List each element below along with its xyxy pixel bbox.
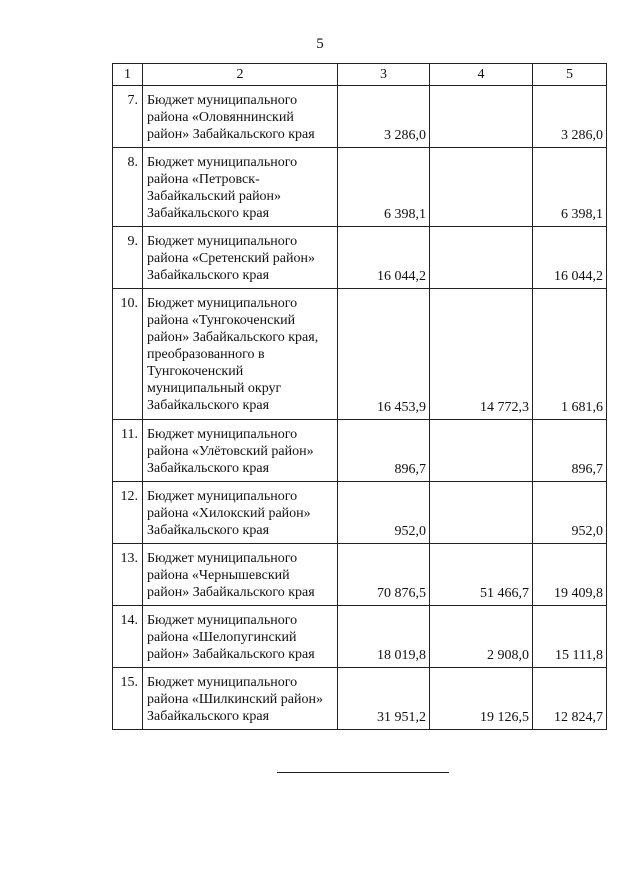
value-col-4 [430, 420, 533, 482]
value-col-4 [430, 86, 533, 148]
value-col-4: 2 908,0 [430, 606, 533, 668]
value-col-4 [430, 227, 533, 289]
value-col-4: 14 772,3 [430, 289, 533, 420]
value-col-4: 51 466,7 [430, 544, 533, 606]
value-col-5: 15 111,8 [533, 606, 607, 668]
header-col-1: 1 [113, 64, 143, 86]
table-row [113, 227, 607, 289]
budget-name: Бюджет муниципального района «Оловяннинский район» Забайкальского края [143, 86, 338, 148]
header-col-2: 2 [143, 64, 338, 86]
footer-divider [277, 772, 449, 773]
header-col-3: 3 [338, 64, 430, 86]
table-row [113, 606, 607, 668]
value-col-4 [430, 148, 533, 227]
value-col-5: 3 286,0 [533, 86, 607, 148]
row-number: 7. [113, 86, 143, 148]
table-header-row [113, 64, 607, 86]
table-row [113, 482, 607, 544]
value-col-5: 952,0 [533, 482, 607, 544]
table-row [113, 289, 607, 420]
header-col-5: 5 [533, 64, 607, 86]
value-col-5: 12 824,7 [533, 668, 607, 730]
value-col-5: 1 681,6 [533, 289, 607, 420]
budget-name: Бюджет муниципального района «Чернышевский район» Забайкальского края [143, 544, 338, 606]
value-col-4: 19 126,5 [430, 668, 533, 730]
table-row [113, 148, 607, 227]
row-number: 8. [113, 148, 143, 227]
table-row [113, 668, 607, 730]
value-col-3: 952,0 [338, 482, 430, 544]
table-row [113, 86, 607, 148]
budget-name: Бюджет муниципального района «Шелопугинский район» Забайкальского края [143, 606, 338, 668]
row-number: 9. [113, 227, 143, 289]
row-number: 12. [113, 482, 143, 544]
row-number: 10. [113, 289, 143, 420]
row-number: 14. [113, 606, 143, 668]
value-col-3: 31 951,2 [338, 668, 430, 730]
table-row [113, 544, 607, 606]
value-col-5: 6 398,1 [533, 148, 607, 227]
row-number: 11. [113, 420, 143, 482]
header-col-4: 4 [430, 64, 533, 86]
value-col-3: 16 453,9 [338, 289, 430, 420]
value-col-5: 19 409,8 [533, 544, 607, 606]
budget-name: Бюджет муниципального района «Петровск-Забайкальский район» Забайкальского края [143, 148, 338, 227]
value-col-3: 70 876,5 [338, 544, 430, 606]
value-col-5: 896,7 [533, 420, 607, 482]
budget-table [112, 63, 607, 730]
row-number: 15. [113, 668, 143, 730]
value-col-3: 16 044,2 [338, 227, 430, 289]
value-col-3: 896,7 [338, 420, 430, 482]
budget-name: Бюджет муниципального района «Шилкинский район» Забайкальского края [143, 668, 338, 730]
page-number: 5 [316, 36, 324, 52]
budget-name: Бюджет муниципального района «Тунгокоченский район» Забайкальского края, преобразованного в Тунгокоченский муниципальный округ Забайкальского края [143, 289, 338, 420]
value-col-5: 16 044,2 [533, 227, 607, 289]
budget-name: Бюджет муниципального района «Улётовский район» Забайкальского края [143, 420, 338, 482]
value-col-3: 3 286,0 [338, 86, 430, 148]
row-number: 13. [113, 544, 143, 606]
value-col-3: 6 398,1 [338, 148, 430, 227]
value-col-3: 18 019,8 [338, 606, 430, 668]
value-col-4 [430, 482, 533, 544]
budget-name: Бюджет муниципального района «Хилокский район» Забайкальского края [143, 482, 338, 544]
budget-name: Бюджет муниципального района «Сретенский район» Забайкальского края [143, 227, 338, 289]
table-row [113, 420, 607, 482]
